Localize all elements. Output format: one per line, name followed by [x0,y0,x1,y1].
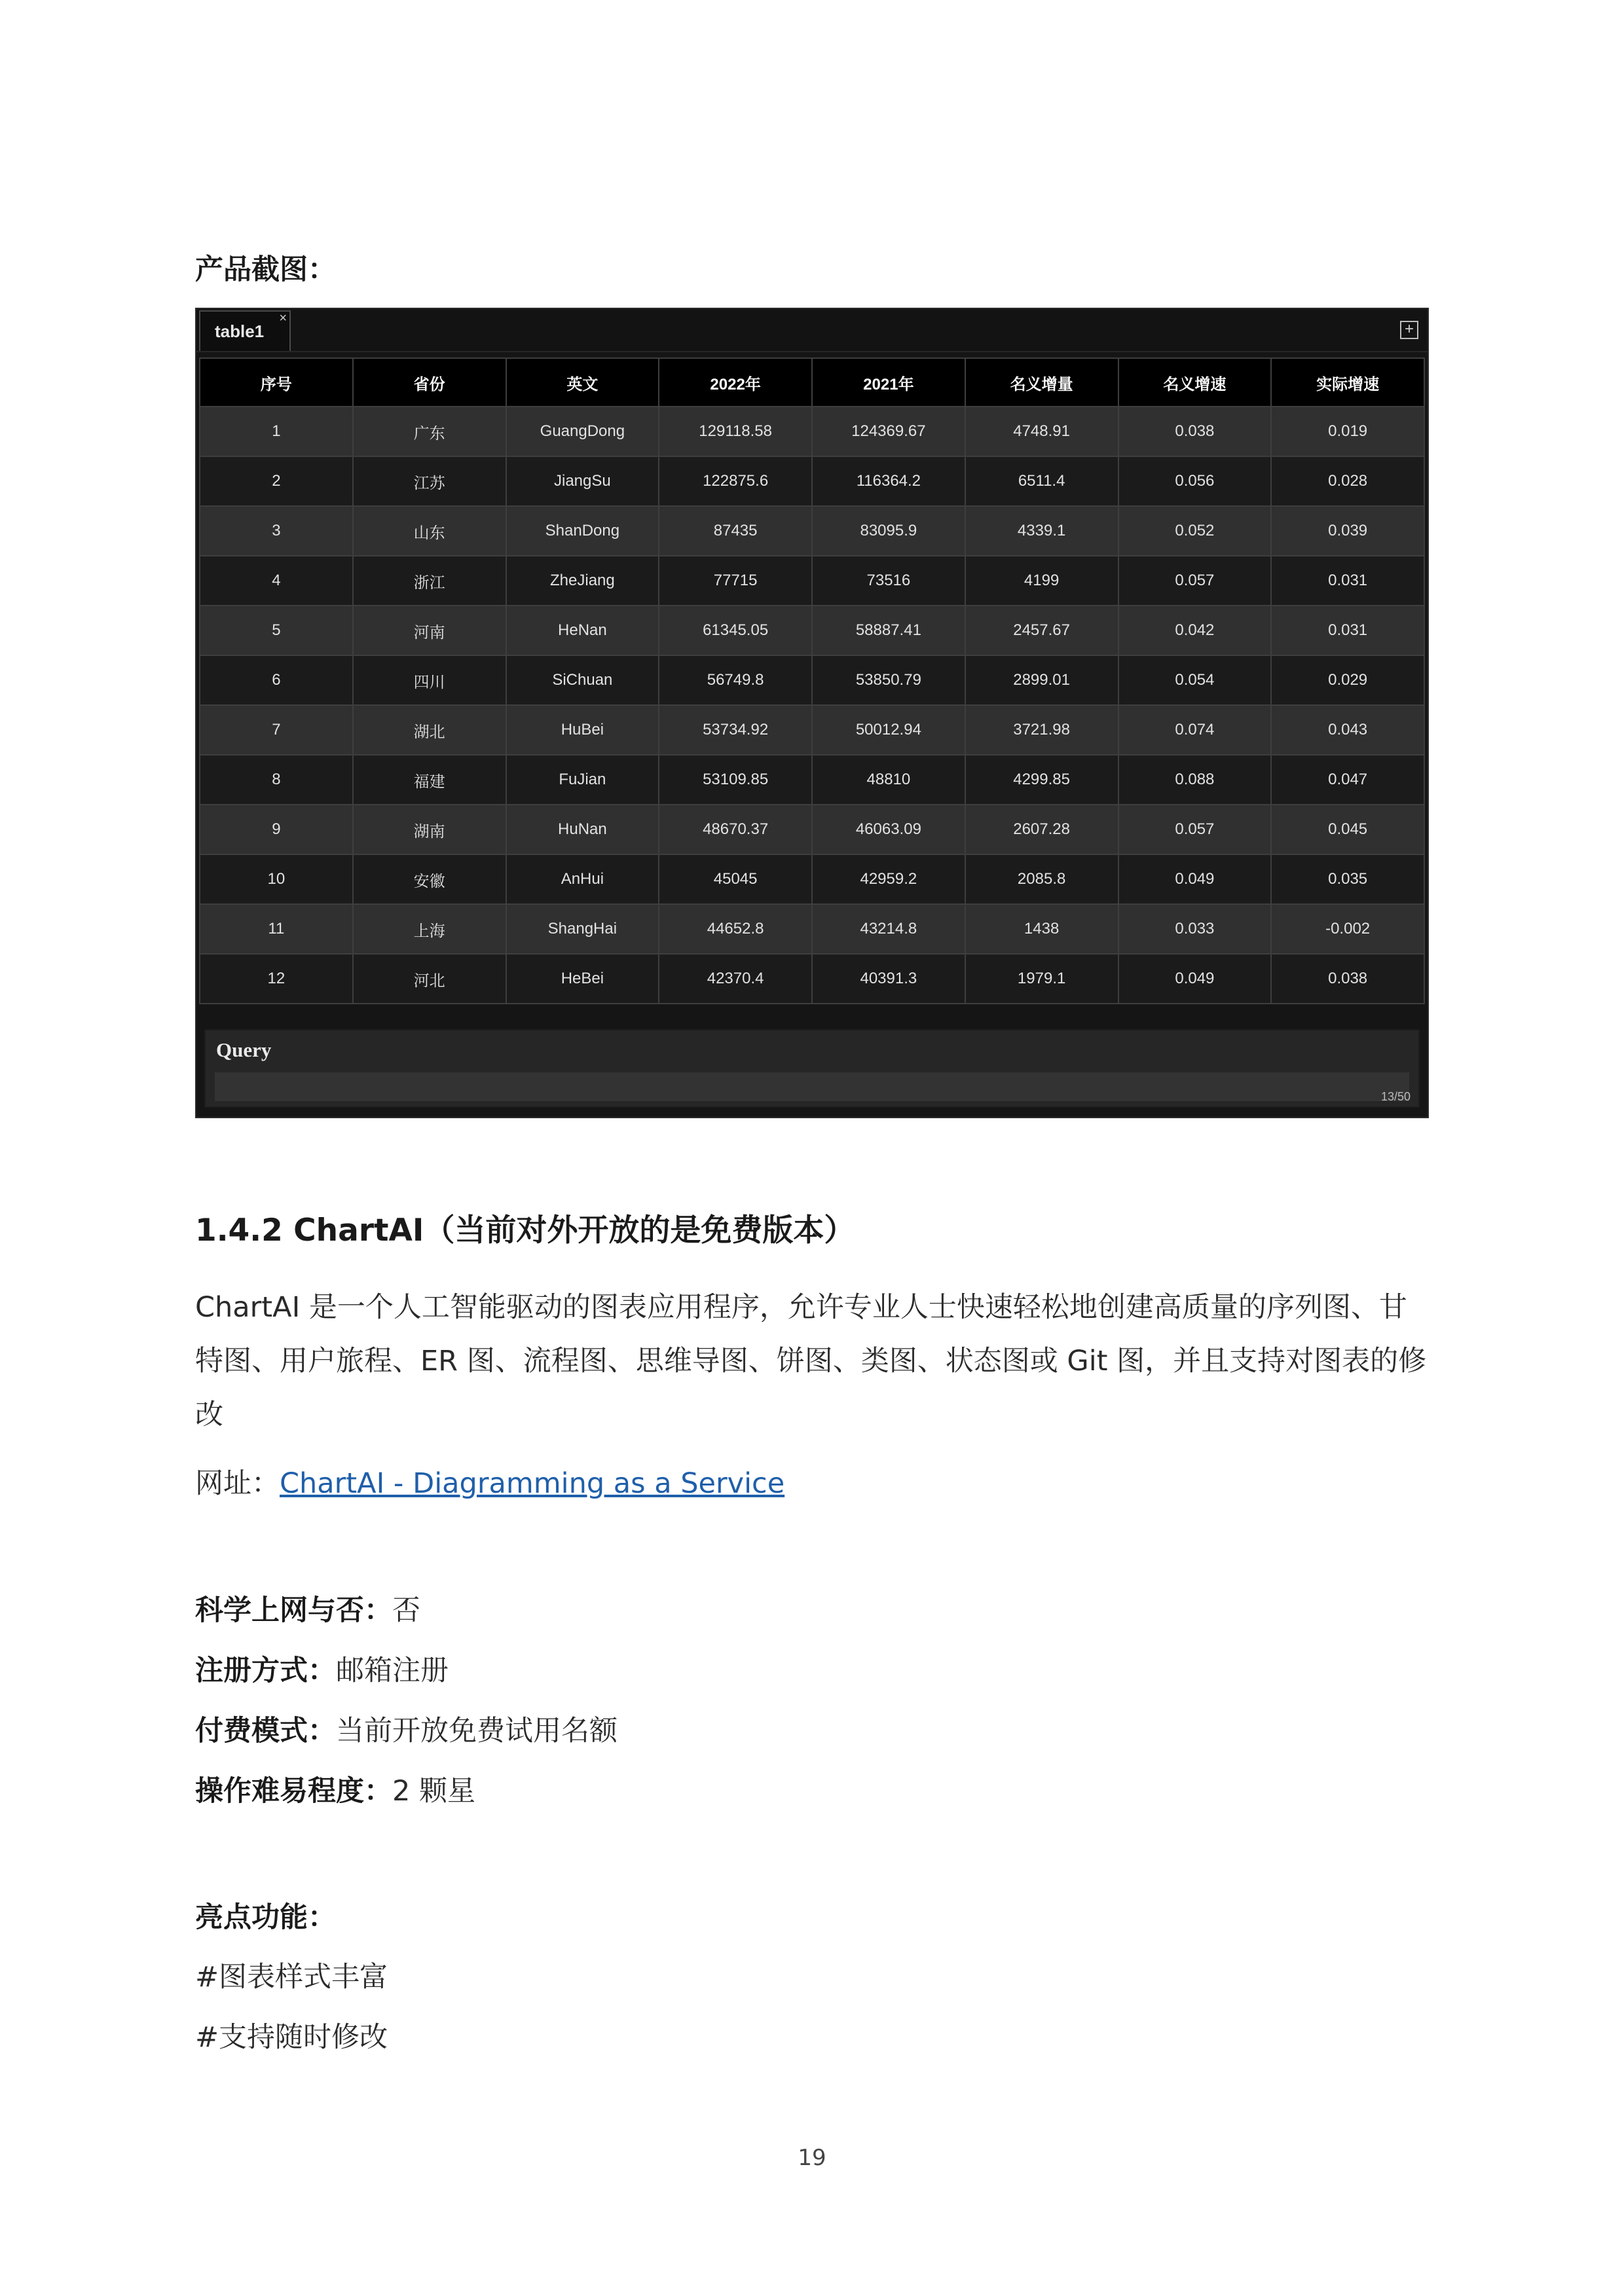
table-cell: 福建 [353,755,506,805]
website-label: 网址： [195,1467,280,1500]
column-header[interactable]: 2021年 [812,358,965,407]
column-header[interactable]: 名义增速 [1118,358,1272,407]
table-cell: 河南 [353,606,506,655]
tab-table1[interactable] [199,310,291,351]
table-cell: JiangSu [506,456,659,506]
table-cell: 40391.3 [812,954,965,1004]
table-cell: 0.057 [1118,556,1272,606]
table-cell: 1979.1 [965,954,1118,1004]
table-cell: 58887.41 [812,606,965,655]
info-label: 注册方式： [195,1654,336,1687]
info-value: 当前开放免费试用名额 [336,1715,618,1747]
screenshot-heading: 产品截图： [195,253,336,286]
table-cell: 87435 [659,506,812,556]
table-cell: 0.047 [1271,755,1424,805]
table-cell: ZheJiang [506,556,659,606]
table-cell: 0.074 [1118,705,1272,755]
table-cell: 安徽 [353,854,506,904]
table-cell: 0.049 [1118,854,1272,904]
table-cell: 3721.98 [965,705,1118,755]
table-cell: 0.038 [1118,407,1272,456]
table-cell: 广东 [353,407,506,456]
tab-bar [196,309,1428,352]
table-row[interactable] [200,456,1424,506]
table-cell: 0.042 [1118,606,1272,655]
table-cell: 1438 [965,904,1118,954]
table-cell: 1 [200,407,353,456]
section-title: 1.4.2 ChartAI（当前对外开放的是免费版本） [195,1212,855,1248]
column-header[interactable]: 名义增量 [965,358,1118,407]
table-cell: 7 [200,705,353,755]
column-header[interactable]: 序号 [200,358,353,407]
column-header[interactable]: 实际增速 [1271,358,1424,407]
table-cell: 0.029 [1271,655,1424,705]
info-payment [195,1709,618,1749]
table-cell: 116364.2 [812,456,965,506]
column-header[interactable]: 2022年 [659,358,812,407]
tab-label: table1 [215,321,265,341]
table-cell: 44652.8 [659,904,812,954]
table-body [200,407,1424,1004]
table-row[interactable] [200,755,1424,805]
table-cell: 河北 [353,954,506,1004]
table-cell: 3 [200,506,353,556]
column-header[interactable]: 省份 [353,358,506,407]
table-cell: SiChuan [506,655,659,705]
info-difficulty [195,1769,475,1809]
info-proxy [195,1588,420,1628]
table-row[interactable] [200,506,1424,556]
info-value: 否 [392,1594,420,1627]
close-icon[interactable]: × [279,311,287,325]
info-label: 操作难易程度： [195,1775,392,1808]
info-value: 2 颗星 [392,1775,476,1808]
table-cell: GuangDong [506,407,659,456]
table-cell: 124369.67 [812,407,965,456]
table-cell: 0.052 [1118,506,1272,556]
table-cell: HuNan [506,805,659,854]
table-cell: -0.002 [1271,904,1424,954]
table-cell: 2 [200,456,353,506]
table-header-row [200,358,1424,407]
table-cell: 77715 [659,556,812,606]
table-cell: 6511.4 [965,456,1118,506]
highlight-item: #图表样式丰富 [195,1961,388,1994]
table-cell: 53850.79 [812,655,965,705]
table-row[interactable] [200,655,1424,705]
table-cell: HuBei [506,705,659,755]
table-cell: 0.088 [1118,755,1272,805]
data-table [199,357,1425,1004]
table-cell: 山东 [353,506,506,556]
table-cell: 10 [200,854,353,904]
table-cell: 48670.37 [659,805,812,854]
table-cell: 2607.28 [965,805,1118,854]
table-cell: 11 [200,904,353,954]
query-input[interactable] [215,1072,1409,1101]
table-cell: 4299.85 [965,755,1118,805]
table-viewport[interactable] [199,357,1425,990]
table-cell: 上海 [353,904,506,954]
query-label: Query [216,1038,272,1061]
table-cell: 42959.2 [812,854,965,904]
description-paragraph: ChartAI 是一个人工智能驱动的图表应用程序，允许专业人士快速轻松地创建高质量的序列图、甘特图、用户旅程、ER 图、流程图、思维导图、饼图、类图、状态图或 Git 图，并且支持对图表的修改 [195,1291,1427,1431]
info-value: 邮箱注册 [336,1654,449,1687]
table-cell: 4 [200,556,353,606]
table-cell: 0.054 [1118,655,1272,705]
table-cell: 42370.4 [659,954,812,1004]
table-cell: 0.039 [1271,506,1424,556]
table-cell: 0.035 [1271,854,1424,904]
table-cell: 0.028 [1271,456,1424,506]
table-cell: 2457.67 [965,606,1118,655]
page-number: 19 [798,2145,826,2171]
table-cell: 50012.94 [812,705,965,755]
table-cell: 0.033 [1118,904,1272,954]
table-cell: 浙江 [353,556,506,606]
table-cell: 12 [200,954,353,1004]
table-cell: 0.038 [1271,954,1424,1004]
table-cell: 0.043 [1271,705,1424,755]
table-row[interactable] [200,407,1424,456]
info-label: 付费模式： [195,1715,336,1747]
table-cell: 61345.05 [659,606,812,655]
table-cell: 0.045 [1271,805,1424,854]
table-cell: 53734.92 [659,705,812,755]
table-cell: 湖北 [353,705,506,755]
table-cell: 4199 [965,556,1118,606]
table-cell: 6 [200,655,353,705]
table-cell: 122875.6 [659,456,812,506]
table-cell: HeNan [506,606,659,655]
table-cell: 83095.9 [812,506,965,556]
table-cell: 4748.91 [965,407,1118,456]
table-cell: 0.057 [1118,805,1272,854]
table-cell: 2899.01 [965,655,1118,705]
table-cell: 129118.58 [659,407,812,456]
expand-icon[interactable]: + [1400,321,1418,339]
table-cell: 2085.8 [965,854,1118,904]
table-cell: 56749.8 [659,655,812,705]
table-cell: FuJian [506,755,659,805]
table-cell: 8 [200,755,353,805]
info-label: 科学上网与否： [195,1594,392,1627]
table-cell: 43214.8 [812,904,965,954]
table-cell: AnHui [506,854,659,904]
table-cell: 48810 [812,755,965,805]
query-char-count: 13/50 [1380,1090,1411,1103]
website-line [195,1461,784,1501]
table-cell: 0.031 [1271,606,1424,655]
product-screenshot [195,308,1429,1118]
table-cell: 73516 [812,556,965,606]
highlight-item: #支持随时修改 [195,2021,388,2054]
table-row[interactable] [200,556,1424,606]
table-cell: 四川 [353,655,506,705]
table-cell: 9 [200,805,353,854]
query-panel [204,1029,1420,1108]
table-row[interactable] [200,854,1424,904]
table-row[interactable] [200,904,1424,954]
table-cell: 江苏 [353,456,506,506]
table-cell: 0.049 [1118,954,1272,1004]
table-row[interactable] [200,606,1424,655]
table-row[interactable] [200,805,1424,854]
table-cell: 53109.85 [659,755,812,805]
table-cell: ShanDong [506,506,659,556]
table-cell: 4339.1 [965,506,1118,556]
table-cell: 45045 [659,854,812,904]
table-cell: HeBei [506,954,659,1004]
table-cell: 0.019 [1271,407,1424,456]
column-header[interactable]: 英文 [506,358,659,407]
info-registration [195,1649,449,1688]
table-cell: 0.056 [1118,456,1272,506]
table-cell: ShangHai [506,904,659,954]
website-link[interactable]: ChartAI - Diagramming as a Service [280,1467,785,1500]
table-row[interactable] [200,705,1424,755]
table-cell: 5 [200,606,353,655]
highlights-heading: 亮点功能： [195,1901,336,1934]
table-cell: 46063.09 [812,805,965,854]
table-row[interactable] [200,954,1424,1004]
table-cell: 0.031 [1271,556,1424,606]
table-cell: 湖南 [353,805,506,854]
